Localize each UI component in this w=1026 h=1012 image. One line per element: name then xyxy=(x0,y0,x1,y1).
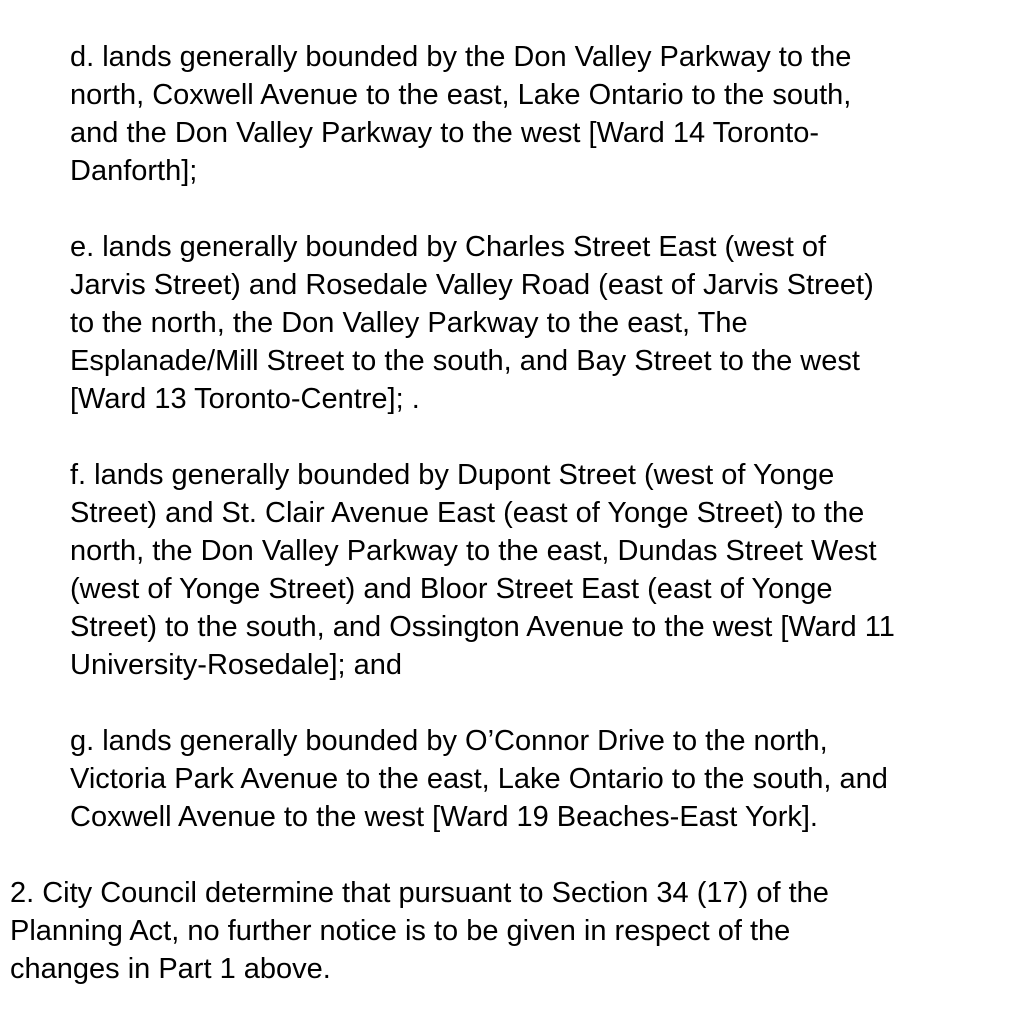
clause-d-line: north, Coxwell Avenue to the east, Lake Ontario to the south, xyxy=(70,79,852,111)
clause-g-line: Victoria Park Avenue to the east, Lake Ontario to the south, and xyxy=(70,763,888,795)
clause-g-line: Coxwell Avenue to the west [Ward 19 Beaches-East York]. xyxy=(70,801,818,833)
clause-e-line: to the north, the Don Valley Parkway to the east, The xyxy=(70,307,748,339)
clause-d-line: and the Don Valley Parkway to the west [Ward 14 Toronto- xyxy=(70,117,820,149)
clause-e-line: e. lands generally bounded by Charles Street East (west of xyxy=(70,231,827,263)
clause-e-line: Esplanade/Mill Street to the south, and Bay Street to the west xyxy=(70,345,860,377)
clause-g xyxy=(70,722,888,836)
clause-e-line: [Ward 13 Toronto-Centre]; . xyxy=(70,383,420,415)
clause-d-line: d. lands generally bounded by the Don Valley Parkway to the xyxy=(70,41,852,73)
clause-e xyxy=(70,228,874,418)
clause-f-line: f. lands generally bounded by Dupont Street (west of Yonge xyxy=(70,459,835,491)
part-2-line: 2. City Council determine that pursuant to Section 34 (17) of the xyxy=(10,877,829,909)
clause-f-line: Street) to the south, and Ossington Avenue to the west [Ward 11 xyxy=(70,611,895,643)
clause-e-line: Jarvis Street) and Rosedale Valley Road (east of Jarvis Street) xyxy=(70,269,874,301)
clause-d xyxy=(70,38,851,190)
clause-d-line: Danforth]; xyxy=(70,155,198,187)
clause-f-line: (west of Yonge Street) and Bloor Street East (east of Yonge xyxy=(70,573,833,605)
part-2-line: changes in Part 1 above. xyxy=(10,953,331,985)
part-2-paragraph xyxy=(10,874,829,988)
clause-f-line: north, the Don Valley Parkway to the east, Dundas Street West xyxy=(70,535,877,567)
clause-f xyxy=(70,456,895,684)
clause-g-line: g. lands generally bounded by O’Connor Drive to the north, xyxy=(70,725,828,757)
clause-f-line: Street) and St. Clair Avenue East (east of Yonge Street) to the xyxy=(70,497,865,529)
part-2-line: Planning Act, no further notice is to be given in respect of the xyxy=(10,915,791,947)
clause-f-line: University-Rosedale]; and xyxy=(70,649,403,681)
